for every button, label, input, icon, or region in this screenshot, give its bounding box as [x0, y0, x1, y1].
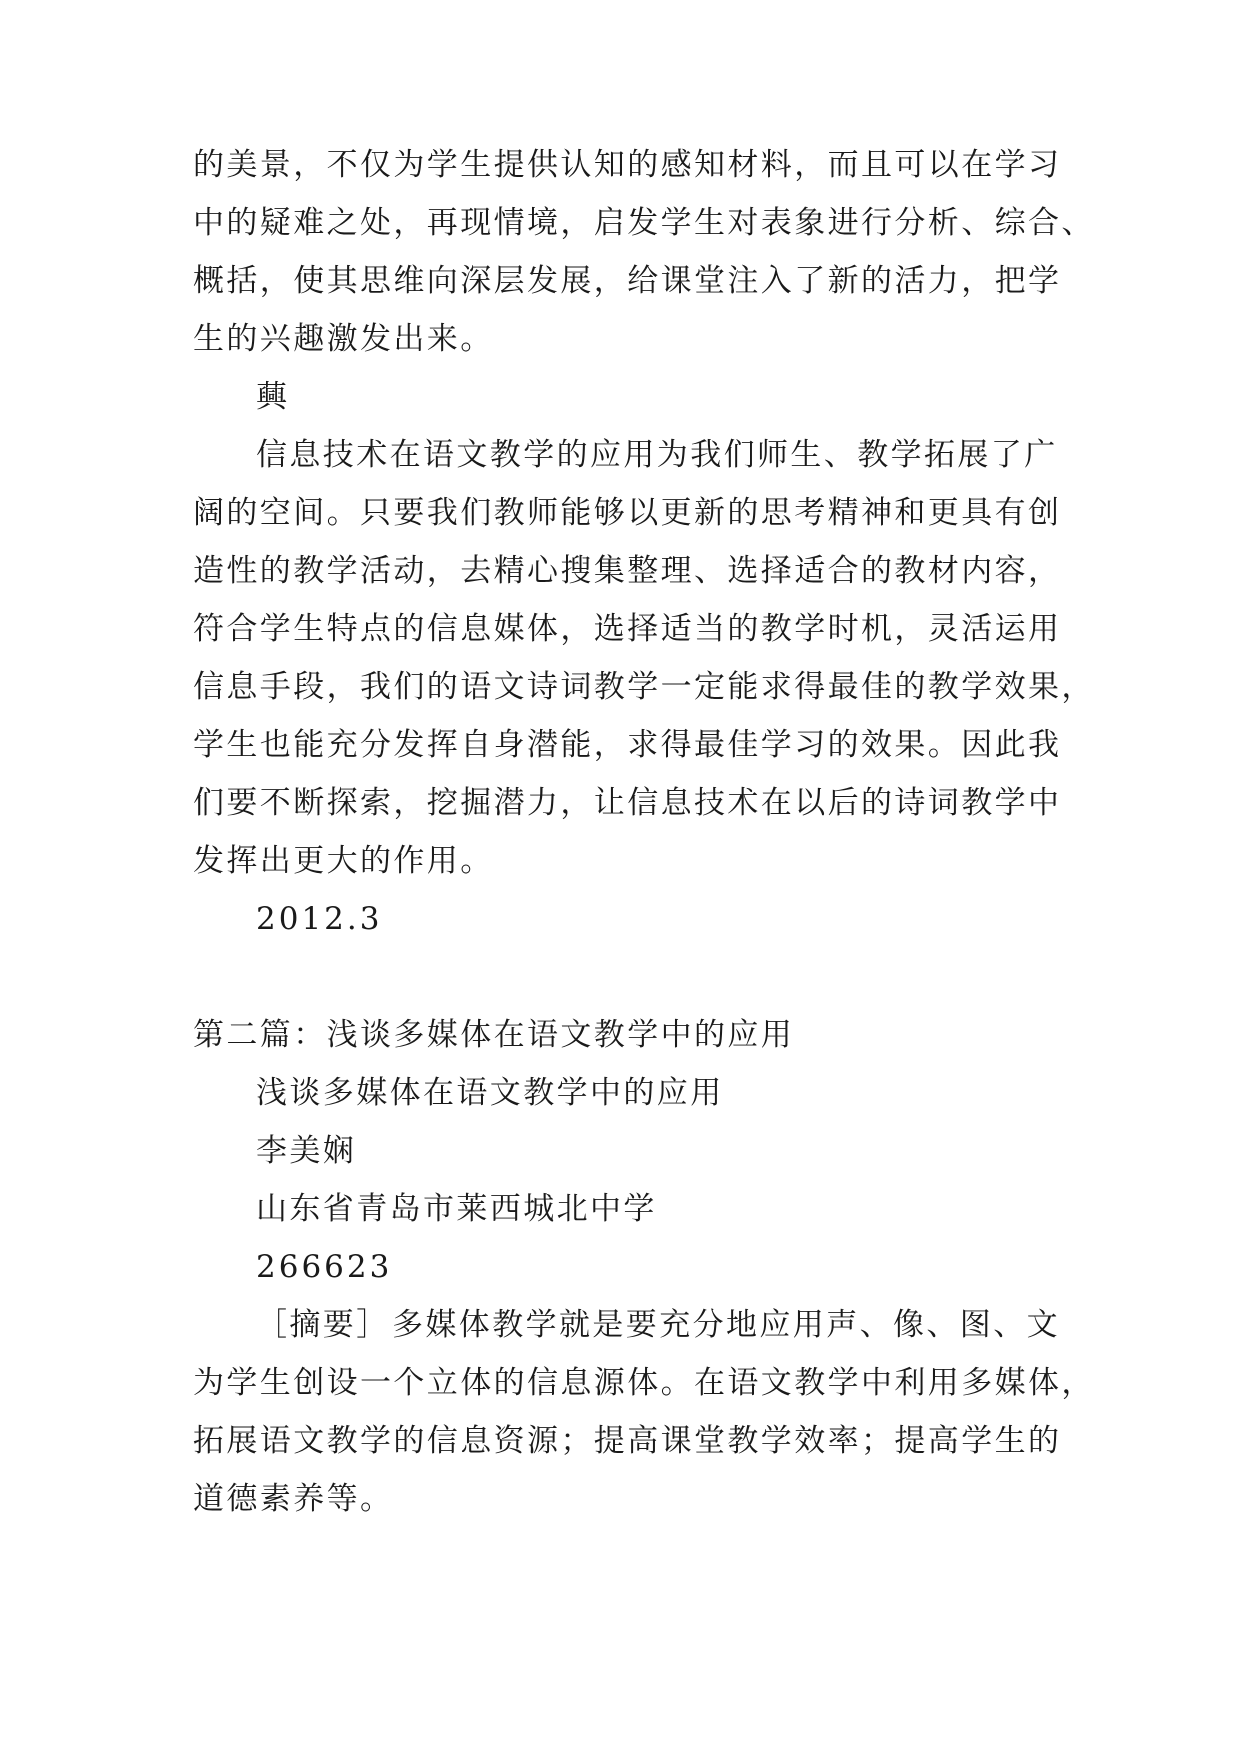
article-postcode: 266623 — [256, 1249, 393, 1285]
abstract-line-3: 拓展语文教学的信息资源；提高课堂教学效率；提高学生的 — [193, 1423, 1062, 1459]
paragraph-2-line-5: 信息手段，我们的语文诗词教学一定能求得最佳的教学效果， — [193, 669, 1095, 705]
paragraph-2-line-6: 学生也能充分发挥自身潜能，求得最佳学习的效果。因此我 — [193, 727, 1062, 763]
paragraph-2-line-1: 信息技术在语文教学的应用为我们师生、教学拓展了广 — [256, 437, 1058, 473]
abstract-line-4: 道德素养等。 — [193, 1481, 394, 1517]
article-title: 浅谈多媒体在语文教学中的应用 — [256, 1075, 724, 1111]
paragraph-1-line-3: 概括，使其思维向深层发展，给课堂注入了新的活力，把学 — [193, 263, 1062, 299]
article-affiliation: 山东省青岛市莱西城北中学 — [256, 1191, 657, 1227]
paragraph-2-line-8: 发挥出更大的作用。 — [193, 843, 494, 879]
paragraph-1-line-2: 中的疑难之处，再现情境，启发学生对表象进行分析、综合、 — [193, 205, 1095, 241]
abstract-label: ［摘要］ — [256, 1307, 390, 1343]
paragraph-1-line-4: 生的兴趣激发出来。 — [193, 321, 494, 357]
abstract-line-1: 多媒体教学就是要充分地应用声、像、图、文 — [392, 1307, 1060, 1343]
article-author: 李美娴 — [256, 1133, 357, 1169]
section-heading: 第二篇：浅谈多媒体在语文教学中的应用 — [193, 1017, 795, 1053]
date-line: 2012.3 — [256, 901, 383, 937]
paragraph-1-line-1: 的美景，不仅为学生提供认知的感知材料，而且可以在学习 — [193, 147, 1062, 183]
paragraph-2-line-2: 阔的空间。只要我们教师能够以更新的思考精神和更具有创 — [193, 495, 1062, 531]
abstract-line-2: 为学生创设一个立体的信息源体。在语文教学中利用多媒体， — [193, 1365, 1095, 1401]
paragraph-2-line-7: 们要不断探索，挖掘潜力，让信息技术在以后的诗词教学中 — [193, 785, 1062, 821]
symbol-line: 䕟 — [256, 379, 290, 415]
paragraph-2-line-4: 符合学生特点的信息媒体，选择适当的教学时机，灵活运用 — [193, 611, 1062, 647]
paragraph-2-line-3: 造性的教学活动，去精心搜集整理、选择适合的教材内容， — [193, 553, 1062, 589]
